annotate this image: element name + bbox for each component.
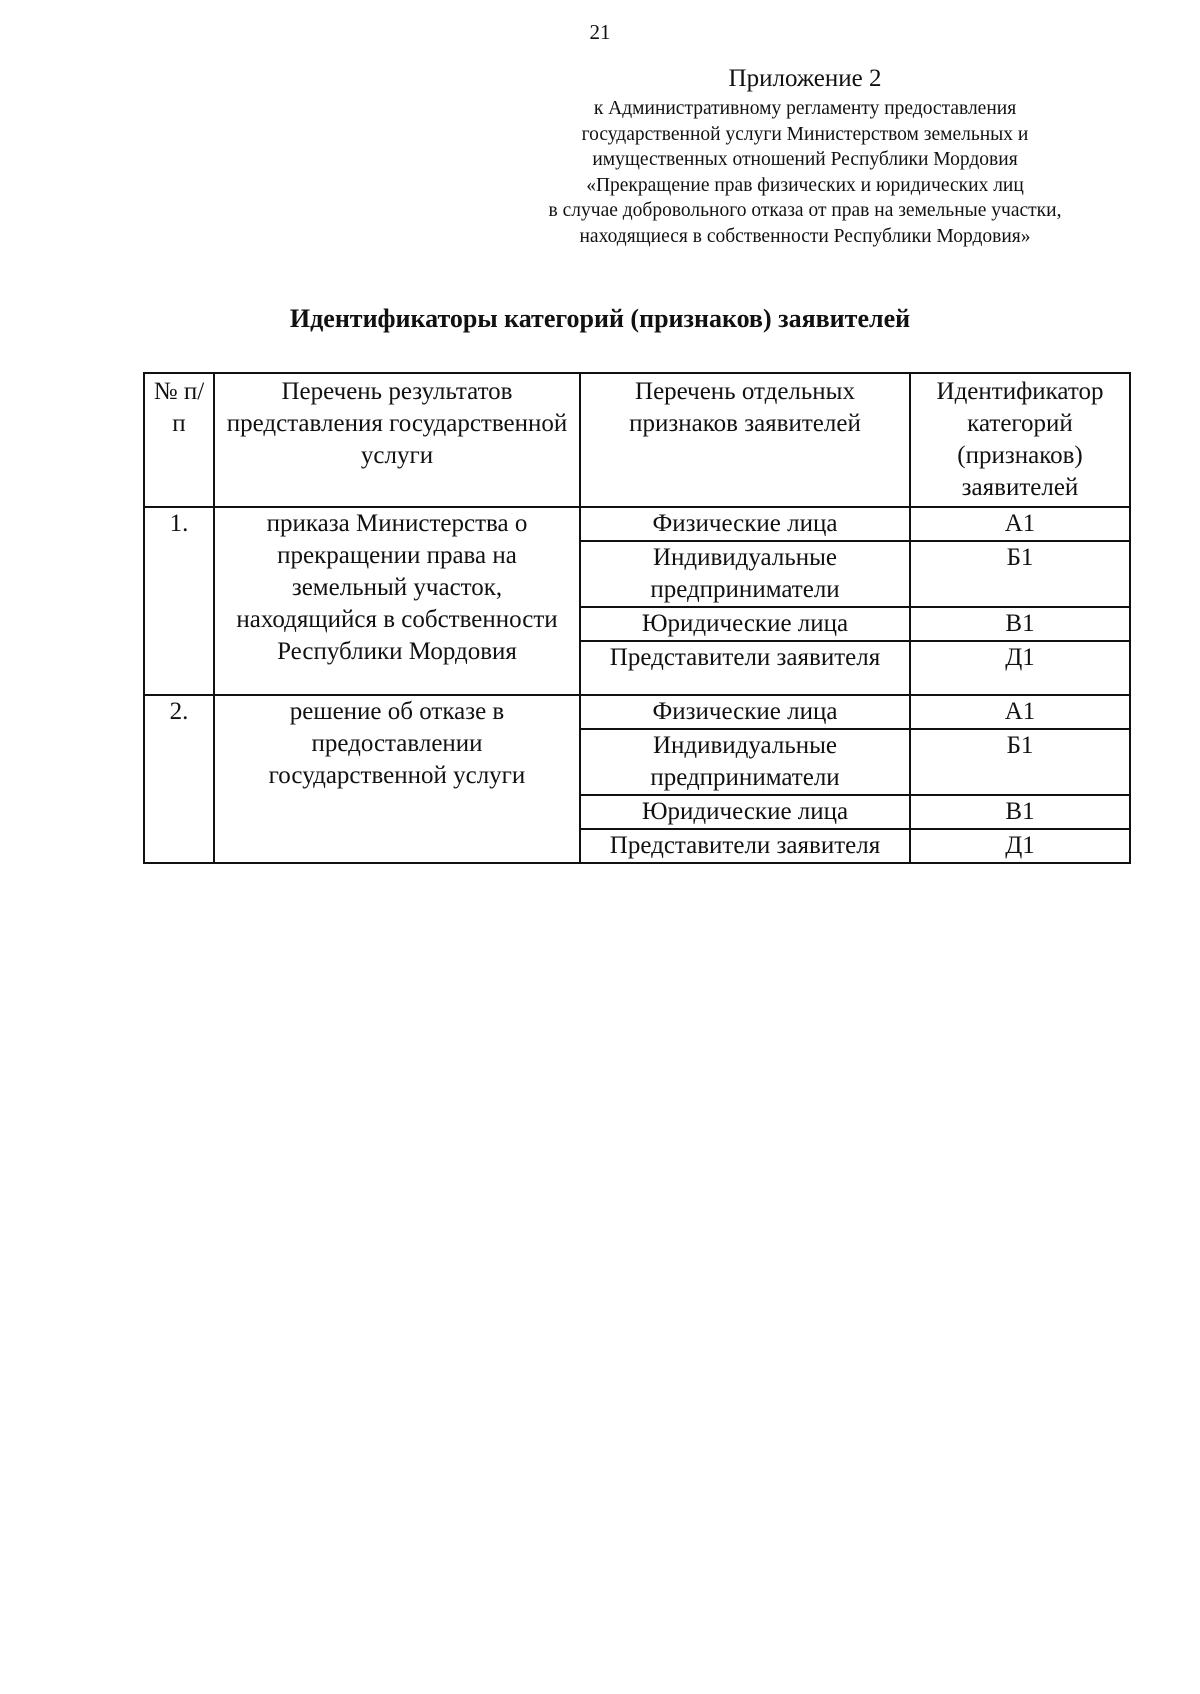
table-header-row	[144, 373, 1130, 507]
sign-cell: Индивидуальные предприниматели	[580, 729, 910, 795]
appendix-line: находящиеся в собственности Республики Мордовия»	[579, 225, 1031, 247]
identifier-cell: В1	[910, 607, 1130, 641]
appendix-line: имущественных отношений Республики Мордовия	[592, 149, 1018, 170]
appendix-line: к Административному регламенту предоставления	[593, 98, 1017, 119]
sign-cell: Индивидуальные предприниматели	[580, 541, 910, 607]
result-cell: приказа Министерства о прекращении права на земельный участок, находящийся в собственности Республики Мордовия	[214, 507, 580, 695]
sign-cell: Юридические лица	[580, 795, 910, 829]
sign-cell: Юридические лица	[580, 607, 910, 641]
appendix-block	[515, 64, 1095, 249]
appendix-line: «Прекращение прав физических и юридических лиц	[586, 174, 1024, 196]
header-results: Перечень результатов представления государственной услуги	[214, 373, 580, 507]
header-signs: Перечень отдельных признаков заявителей	[580, 373, 910, 507]
identifier-cell: А1	[910, 695, 1130, 729]
sign-cell: Представители заявителя	[580, 829, 910, 863]
table-row	[144, 507, 1130, 541]
header-identifier: Идентификатор категорий (признаков) заявителей	[910, 373, 1130, 507]
row-number: 2.	[144, 695, 214, 863]
document-title: Идентификаторы категорий (признаков) заявителей	[289, 304, 911, 333]
row-number: 1.	[144, 507, 214, 695]
identifier-cell: В1	[910, 795, 1130, 829]
appendix-title: Приложение 2	[728, 65, 882, 92]
header-num: № п/п	[144, 373, 214, 507]
table-row	[144, 695, 1130, 729]
identifier-cell: Д1	[910, 641, 1130, 695]
result-cell: решение об отказе в предоставлении государственной услуги	[214, 695, 580, 863]
sign-cell: Представители заявителя	[580, 641, 910, 695]
appendix-line: государственной услуги Министерством земельных и	[581, 123, 1029, 145]
identifiers-table	[143, 372, 1131, 864]
identifier-cell: Д1	[910, 829, 1130, 863]
page-number: 21	[589, 20, 611, 44]
appendix-line: в случае добровольного отказа от прав на земельные участки,	[548, 200, 1062, 221]
identifier-cell: Б1	[910, 541, 1130, 607]
identifier-cell: А1	[910, 507, 1130, 541]
sign-cell: Физические лица	[580, 507, 910, 541]
identifier-cell: Б1	[910, 729, 1130, 795]
sign-cell: Физические лица	[580, 695, 910, 729]
